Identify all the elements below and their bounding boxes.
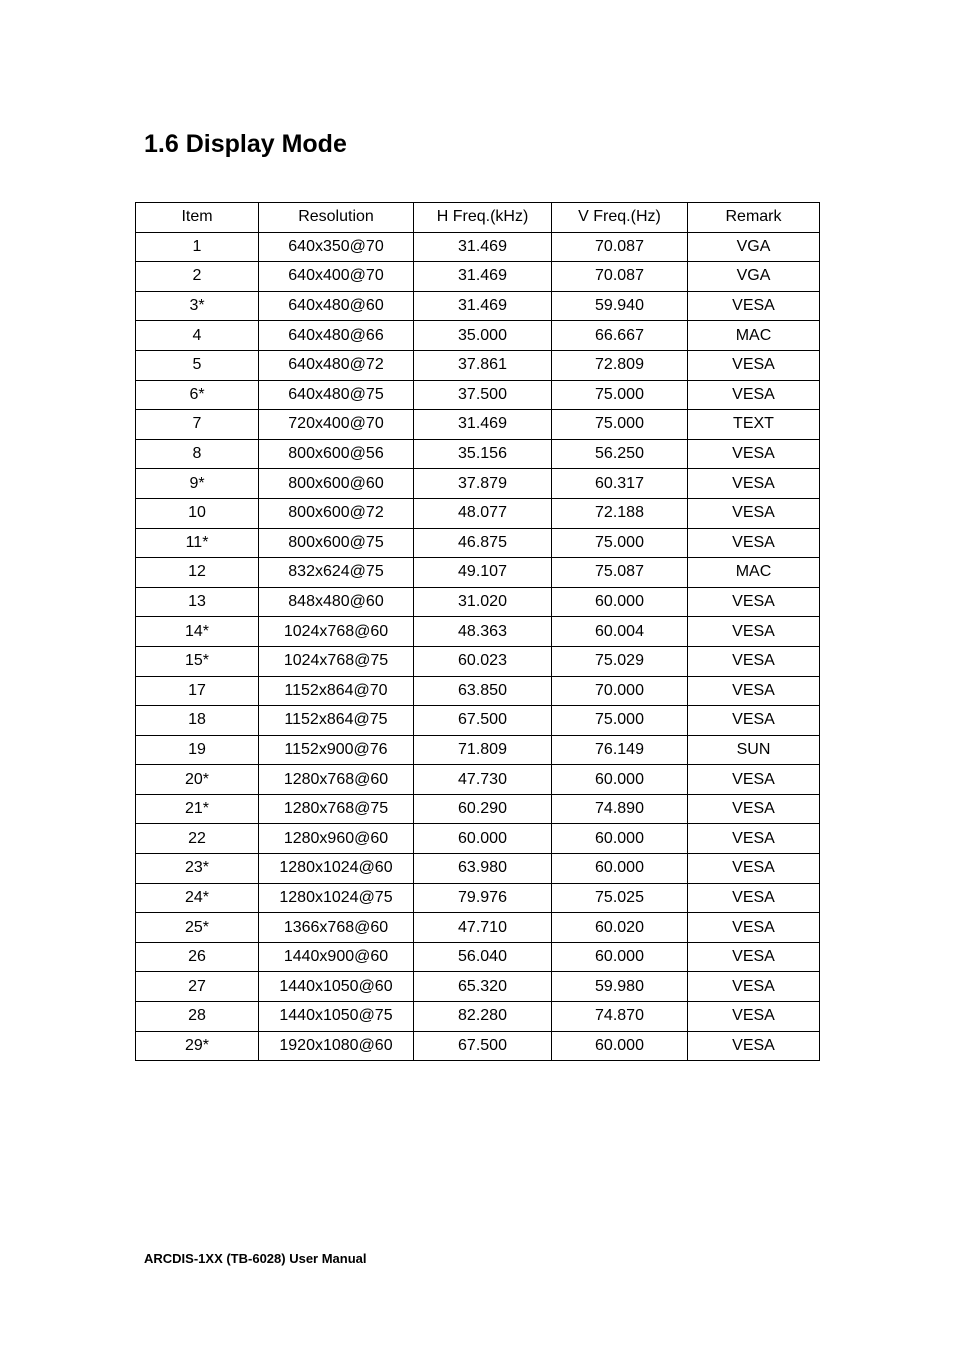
cell-h-freq: 63.850: [414, 676, 552, 706]
cell-item: 28: [136, 1002, 259, 1032]
table-row: [136, 587, 820, 617]
cell-resolution: 1366x768@60: [259, 913, 414, 943]
cell-remark: VESA: [688, 498, 820, 528]
cell-v-freq: 75.000: [552, 410, 688, 440]
cell-h-freq: 31.469: [414, 410, 552, 440]
table-row: [136, 765, 820, 795]
cell-v-freq: 75.000: [552, 706, 688, 736]
cell-h-freq: 71.809: [414, 735, 552, 765]
cell-resolution: 1280x960@60: [259, 824, 414, 854]
cell-remark: VESA: [688, 824, 820, 854]
cell-resolution: 640x400@70: [259, 262, 414, 292]
cell-remark: VESA: [688, 765, 820, 795]
table-row: [136, 558, 820, 588]
cell-remark: VESA: [688, 794, 820, 824]
cell-v-freq: 60.317: [552, 469, 688, 499]
cell-resolution: 640x480@72: [259, 350, 414, 380]
table-row: [136, 794, 820, 824]
cell-remark: MAC: [688, 321, 820, 351]
cell-h-freq: 47.710: [414, 913, 552, 943]
table-body: [136, 232, 820, 1061]
cell-h-freq: 31.469: [414, 262, 552, 292]
cell-resolution: 1920x1080@60: [259, 1031, 414, 1061]
cell-v-freq: 75.025: [552, 883, 688, 913]
table-row: [136, 824, 820, 854]
cell-v-freq: 75.000: [552, 528, 688, 558]
cell-item: 26: [136, 942, 259, 972]
cell-v-freq: 60.000: [552, 824, 688, 854]
column-header-resolution: Resolution: [259, 203, 414, 233]
cell-h-freq: 47.730: [414, 765, 552, 795]
table-row: [136, 883, 820, 913]
cell-remark: TEXT: [688, 410, 820, 440]
cell-item: 17: [136, 676, 259, 706]
cell-item: 8: [136, 439, 259, 469]
cell-v-freq: 60.000: [552, 587, 688, 617]
page-title: 1.6 Display Mode: [144, 130, 347, 158]
cell-item: 12: [136, 558, 259, 588]
cell-item: 19: [136, 735, 259, 765]
table-row: [136, 439, 820, 469]
cell-item: 18: [136, 706, 259, 736]
cell-v-freq: 75.087: [552, 558, 688, 588]
cell-item: 6*: [136, 380, 259, 410]
table-row: [136, 469, 820, 499]
cell-resolution: 1152x864@70: [259, 676, 414, 706]
table-row: [136, 972, 820, 1002]
cell-h-freq: 37.879: [414, 469, 552, 499]
cell-v-freq: 72.809: [552, 350, 688, 380]
cell-v-freq: 60.000: [552, 854, 688, 884]
cell-remark: VESA: [688, 350, 820, 380]
cell-h-freq: 67.500: [414, 706, 552, 736]
cell-resolution: 1440x1050@75: [259, 1002, 414, 1032]
cell-v-freq: 60.000: [552, 765, 688, 795]
cell-remark: VESA: [688, 883, 820, 913]
cell-resolution: 1152x864@75: [259, 706, 414, 736]
cell-h-freq: 37.861: [414, 350, 552, 380]
cell-h-freq: 60.290: [414, 794, 552, 824]
column-header-item: Item: [136, 203, 259, 233]
table-row: [136, 1002, 820, 1032]
table-row: [136, 617, 820, 647]
cell-remark: VESA: [688, 380, 820, 410]
cell-resolution: 640x480@66: [259, 321, 414, 351]
column-header-remark: Remark: [688, 203, 820, 233]
cell-h-freq: 63.980: [414, 854, 552, 884]
cell-resolution: 1280x1024@60: [259, 854, 414, 884]
cell-h-freq: 60.000: [414, 824, 552, 854]
column-header-h-freq: H Freq.(kHz): [414, 203, 552, 233]
cell-item: 9*: [136, 469, 259, 499]
cell-remark: VGA: [688, 232, 820, 262]
cell-v-freq: 70.000: [552, 676, 688, 706]
table-row: [136, 291, 820, 321]
cell-v-freq: 75.000: [552, 380, 688, 410]
table-row: [136, 410, 820, 440]
cell-item: 7: [136, 410, 259, 440]
cell-h-freq: 65.320: [414, 972, 552, 1002]
cell-v-freq: 70.087: [552, 232, 688, 262]
cell-remark: VESA: [688, 854, 820, 884]
cell-remark: VESA: [688, 587, 820, 617]
column-header-v-freq: V Freq.(Hz): [552, 203, 688, 233]
cell-h-freq: 79.976: [414, 883, 552, 913]
table-row: [136, 350, 820, 380]
footer-text: ARCDIS-1XX (TB-6028) User Manual: [144, 1251, 367, 1266]
cell-item: 21*: [136, 794, 259, 824]
cell-item: 25*: [136, 913, 259, 943]
cell-resolution: 1152x900@76: [259, 735, 414, 765]
cell-item: 3*: [136, 291, 259, 321]
cell-resolution: 640x480@60: [259, 291, 414, 321]
cell-v-freq: 66.667: [552, 321, 688, 351]
cell-item: 20*: [136, 765, 259, 795]
table-row: [136, 232, 820, 262]
cell-item: 1: [136, 232, 259, 262]
table-row: [136, 913, 820, 943]
cell-remark: VESA: [688, 617, 820, 647]
table-row: [136, 735, 820, 765]
cell-item: 14*: [136, 617, 259, 647]
cell-item: 24*: [136, 883, 259, 913]
cell-v-freq: 76.149: [552, 735, 688, 765]
cell-remark: VESA: [688, 942, 820, 972]
cell-resolution: 1024x768@75: [259, 646, 414, 676]
cell-resolution: 800x600@56: [259, 439, 414, 469]
cell-resolution: 832x624@75: [259, 558, 414, 588]
table-row: [136, 942, 820, 972]
cell-resolution: 1440x1050@60: [259, 972, 414, 1002]
table-row: [136, 1031, 820, 1061]
cell-item: 27: [136, 972, 259, 1002]
cell-remark: VGA: [688, 262, 820, 292]
cell-h-freq: 48.077: [414, 498, 552, 528]
cell-h-freq: 60.023: [414, 646, 552, 676]
cell-v-freq: 59.980: [552, 972, 688, 1002]
cell-v-freq: 60.020: [552, 913, 688, 943]
cell-item: 2: [136, 262, 259, 292]
cell-remark: VESA: [688, 646, 820, 676]
cell-h-freq: 31.469: [414, 291, 552, 321]
cell-item: 15*: [136, 646, 259, 676]
cell-v-freq: 74.890: [552, 794, 688, 824]
cell-resolution: 1280x1024@75: [259, 883, 414, 913]
cell-remark: VESA: [688, 528, 820, 558]
cell-remark: VESA: [688, 1002, 820, 1032]
cell-h-freq: 35.000: [414, 321, 552, 351]
cell-remark: VESA: [688, 676, 820, 706]
cell-v-freq: 75.029: [552, 646, 688, 676]
table-row: [136, 706, 820, 736]
cell-resolution: 848x480@60: [259, 587, 414, 617]
cell-h-freq: 35.156: [414, 439, 552, 469]
cell-item: 13: [136, 587, 259, 617]
cell-v-freq: 56.250: [552, 439, 688, 469]
cell-resolution: 1280x768@60: [259, 765, 414, 795]
table-row: [136, 646, 820, 676]
cell-item: 29*: [136, 1031, 259, 1061]
cell-remark: VESA: [688, 469, 820, 499]
cell-h-freq: 31.020: [414, 587, 552, 617]
cell-resolution: 720x400@70: [259, 410, 414, 440]
cell-v-freq: 60.000: [552, 942, 688, 972]
cell-remark: VESA: [688, 439, 820, 469]
cell-h-freq: 82.280: [414, 1002, 552, 1032]
cell-h-freq: 56.040: [414, 942, 552, 972]
cell-item: 11*: [136, 528, 259, 558]
table-row: [136, 321, 820, 351]
cell-v-freq: 70.087: [552, 262, 688, 292]
cell-v-freq: 60.000: [552, 1031, 688, 1061]
table-row: [136, 528, 820, 558]
table-row: [136, 262, 820, 292]
table-row: [136, 676, 820, 706]
cell-h-freq: 37.500: [414, 380, 552, 410]
cell-item: 4: [136, 321, 259, 351]
cell-remark: SUN: [688, 735, 820, 765]
cell-resolution: 1440x900@60: [259, 942, 414, 972]
cell-remark: MAC: [688, 558, 820, 588]
table-header-row: [136, 203, 820, 233]
cell-resolution: 800x600@75: [259, 528, 414, 558]
cell-resolution: 1024x768@60: [259, 617, 414, 647]
cell-item: 22: [136, 824, 259, 854]
cell-h-freq: 67.500: [414, 1031, 552, 1061]
cell-h-freq: 31.469: [414, 232, 552, 262]
cell-v-freq: 60.004: [552, 617, 688, 647]
cell-h-freq: 48.363: [414, 617, 552, 647]
cell-resolution: 640x350@70: [259, 232, 414, 262]
cell-item: 5: [136, 350, 259, 380]
cell-remark: VESA: [688, 706, 820, 736]
table-row: [136, 498, 820, 528]
cell-remark: VESA: [688, 972, 820, 1002]
cell-v-freq: 59.940: [552, 291, 688, 321]
cell-resolution: 800x600@60: [259, 469, 414, 499]
cell-h-freq: 49.107: [414, 558, 552, 588]
cell-item: 23*: [136, 854, 259, 884]
cell-remark: VESA: [688, 291, 820, 321]
cell-v-freq: 74.870: [552, 1002, 688, 1032]
cell-resolution: 1280x768@75: [259, 794, 414, 824]
cell-remark: VESA: [688, 913, 820, 943]
table-row: [136, 380, 820, 410]
cell-h-freq: 46.875: [414, 528, 552, 558]
display-mode-table: [135, 202, 820, 1061]
cell-resolution: 640x480@75: [259, 380, 414, 410]
cell-remark: VESA: [688, 1031, 820, 1061]
cell-resolution: 800x600@72: [259, 498, 414, 528]
table-row: [136, 854, 820, 884]
cell-v-freq: 72.188: [552, 498, 688, 528]
cell-item: 10: [136, 498, 259, 528]
